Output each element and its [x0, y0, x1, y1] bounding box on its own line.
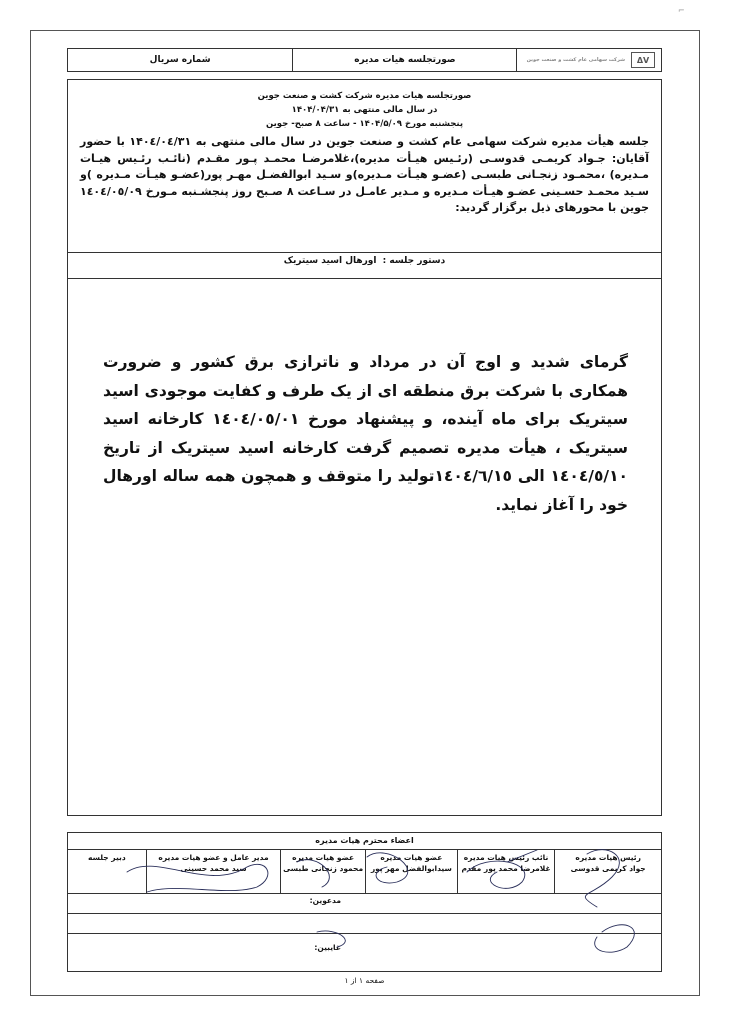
- signature-role: مدیر عامل و عضو هیات مدیره: [158, 853, 269, 862]
- invitees-label: مدعوین:: [309, 896, 341, 905]
- company-logo: [516, 49, 661, 71]
- heading-line-3: پنجشنبه مورخ ۱۴۰۴/۵/۰۹ - ساعت ۸ صبح- جوین: [265, 119, 464, 129]
- signature-role: رئیس هیات مدیره: [575, 853, 641, 862]
- divider: [68, 252, 661, 253]
- signature-column-vice-chairman: [457, 849, 555, 893]
- document-title: صورتجلسه هیات مدیره: [292, 49, 516, 71]
- invitees-row: [68, 893, 661, 934]
- signature-column-chairman: [554, 849, 661, 893]
- minutes-heading: [68, 89, 661, 131]
- signature-role: دبیر جلسه: [88, 853, 126, 862]
- agenda-label: دستور جلسه :: [382, 256, 446, 266]
- signature-table-title: اعضاء محترم هیات مدیره: [68, 833, 661, 850]
- serial-number-label: شماره سریال: [149, 55, 211, 65]
- signature-role: عضو هیات مدیره: [380, 853, 443, 862]
- signature-member-name: محمود زنجانی طبسی: [283, 864, 364, 873]
- divider: [68, 913, 661, 914]
- document-header: [67, 48, 662, 72]
- resolution-paragraph: گرمای شدید و اوج آن در مرداد و ناترازی برق کشور و ضرورت همکاری با شرکت برق منطقه ای از یک طرف و کفایت موجودی اسید سیتریک برای ماه آینده، و پیشنهاد مورخ ۱٤۰٤/۰٥/۰۱ کارخانه اسید سیتریک ، هیأت مدیره تصمیم گرفت کارخانه اسید سیتریک از تاریخ ۱٤۰٤/٥/۱۰ الی ۱٤۰٤/٦/۱٥تولید را متوقف و همچون همه ساله اورهال خود را آغاز نماید.: [103, 353, 628, 514]
- signature-column-secretary: [68, 849, 146, 893]
- logo-icon: ΔV: [631, 52, 655, 68]
- signature-column-member: [280, 849, 365, 893]
- divider: [68, 278, 661, 279]
- signature-column-ceo: [146, 849, 281, 893]
- signature-role: نائب رئیس هیات مدیره: [463, 853, 549, 862]
- agenda-value: اورهال اسید سیتریک: [283, 256, 377, 266]
- signature-member-name: جواد کریمی قدوسی: [570, 864, 646, 873]
- logo-text: شرکت سهامی عام کشت و صنعت جوین: [526, 57, 625, 63]
- signature-member-name: غلامرضا محمد پور مقدم: [461, 864, 551, 873]
- resolution-text: [103, 348, 628, 519]
- signature-role: عضو هیات مدیره: [292, 853, 355, 862]
- heading-line-2: در سال مالی منتهی به ۱۴۰۴/۰۴/۳۱: [291, 105, 438, 115]
- attendance-text: جلسه هیأت مدیره شرکت سهامی عام کشت و صنعت جوین در سال مالی منتهی به ۱۴۰٤/۰٤/۳۱ با حضور آقایان: جـواد کریمـی قدوسـی (رئـیس هیـأت مدیره)،غلامرضـا محمـد پـور مقـدم (نائـب رئـیس هیـات مـدیره) ،محمـود زنجـانی طبسـی (عضـو هیـأت مـدیره)و سـید ابوالفضـل مهـر پور(عضـو هیـأت مـدیره )و سـید محمـد حسـینی عضـو هیـأت مـدیره و مـدیر عامـل در سـاعت ۸ صـبح روز پنجشـنبه مـورخ ۱٤۰٤/۰٥/۰۹ جوین با محورهای ذیل برگزار گردید:: [80, 135, 649, 214]
- minutes-content: [67, 79, 662, 816]
- absentees-row: [68, 933, 661, 973]
- agenda-line: [68, 256, 661, 266]
- signature-member-name: سیدابوالفضل مهر پور: [370, 864, 452, 873]
- signature-member-name: سید محمد حسینی: [180, 864, 247, 873]
- attendance-paragraph: [80, 134, 649, 217]
- signature-table: [67, 832, 662, 972]
- heading-line-1: صورتجلسه هیات مدیره شرکت کشت و صنعت جوین: [257, 91, 472, 101]
- scan-mark: ⌐: [678, 6, 685, 15]
- signature-columns: [68, 849, 661, 894]
- signature-column-member: [365, 849, 457, 893]
- page-number: صفحه ۱ از ۱: [344, 976, 385, 985]
- absentees-label: غایبین:: [314, 943, 341, 952]
